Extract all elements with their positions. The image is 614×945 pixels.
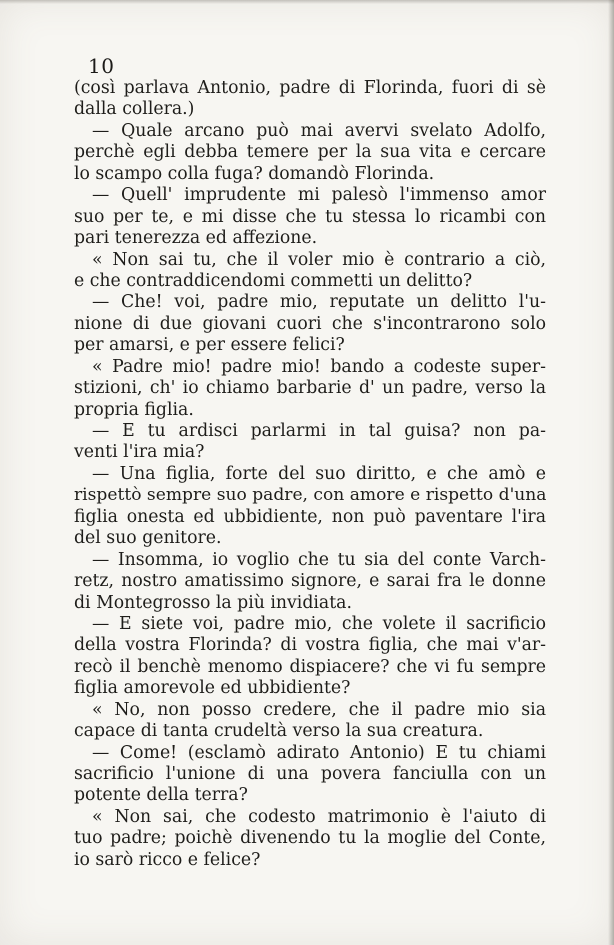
text-line: io sarò ricco e felice? [74,849,261,870]
text-line: propria figlia. [74,399,194,420]
text-line: perchè egli debba temere per la sua vita e cercare [74,142,546,163]
text-line: capace di tanta crudeltà verso la sua creatura. [74,721,484,742]
text-line: tuo padre; poichè divenendo tu la moglie del Conte, [74,828,546,849]
page-right-edge [608,0,614,945]
text-line: rispettò sempre suo padre, con amore e rispetto d'una [74,485,547,506]
text-line: — E tu ardisci parlarmi in tal guisa? non pa- [92,421,546,441]
text-line: — Una figlia, forte del suo diritto, e che amò e [92,463,546,484]
text-line: « Padre mio! padre mio! bando a codeste super- [92,356,546,377]
page-top-edge [0,0,614,4]
text-line: nione di due giovani cuori che s'incontrarono solo [74,313,546,334]
text-line: « No, non posso credere, che il padre mio sia [92,699,546,720]
text-line: pari tenerezza ed affezione. [74,228,318,249]
text-line: « Non sai, che codesto matrimonio è l'aiuto di [92,806,546,827]
text-line: « Non sai tu, che il voler mio è contrario a ciò, [92,249,546,270]
body-text [74,78,546,871]
text-line: — Quell' imprudente mi palesò l'immenso amor [92,185,546,206]
text-line: per amarsi, e per essere felici? [74,335,345,356]
text-line: potente della terra? [74,785,248,806]
text-line: — Quale arcano può mai avervi svelato Adolfo, [92,120,546,141]
text-line: figlia amorevole ed ubbidiente? [74,678,351,699]
text-line: — Che! voi, padre mio, reputate un delitto l'u- [92,292,546,313]
page-number: 10 [88,54,115,78]
text-line: — Insomma, io voglio che tu sia del conte Varch- [92,549,546,570]
text-line: (così parlava Antonio, padre di Florinda, fuori di sè [74,78,546,98]
text-line: suo per te, e mi disse che tu stessa lo ricambi con [74,206,546,227]
text-line: — E siete voi, padre mio, che volete il sacrificio [92,613,546,634]
text-line: e che contraddicendomi commetti un delitto? [74,270,473,291]
text-line: dalla collera.) [74,99,195,120]
text-line: — Come! (esclamò adirato Antonio) E tu chiami [92,742,546,763]
text-line: della vostra Florinda? di vostra figlia, che mai v'ar- [74,635,546,656]
text-line: di Montegrosso la più invidiata. [74,592,352,613]
text-line: venti l'ira mia? [74,442,205,463]
text-line: recò il benchè menomo dispiacere? che vi fu sempre [74,656,546,677]
text-line: stizioni, ch' io chiamo barbarie d' un padre, verso la [74,378,546,399]
text-line: del suo genitore. [74,528,222,549]
text-line: figlia onesta ed ubbidiente, non può paventare l'ira [74,506,546,527]
text-line: sacrificio l'unione di una povera fanciulla con un [74,764,546,784]
text-line: lo scampo colla fuga? domandò Florinda. [74,163,435,184]
text-line: retz, nostro amatissimo signore, e sarai fra le donne [74,571,546,592]
